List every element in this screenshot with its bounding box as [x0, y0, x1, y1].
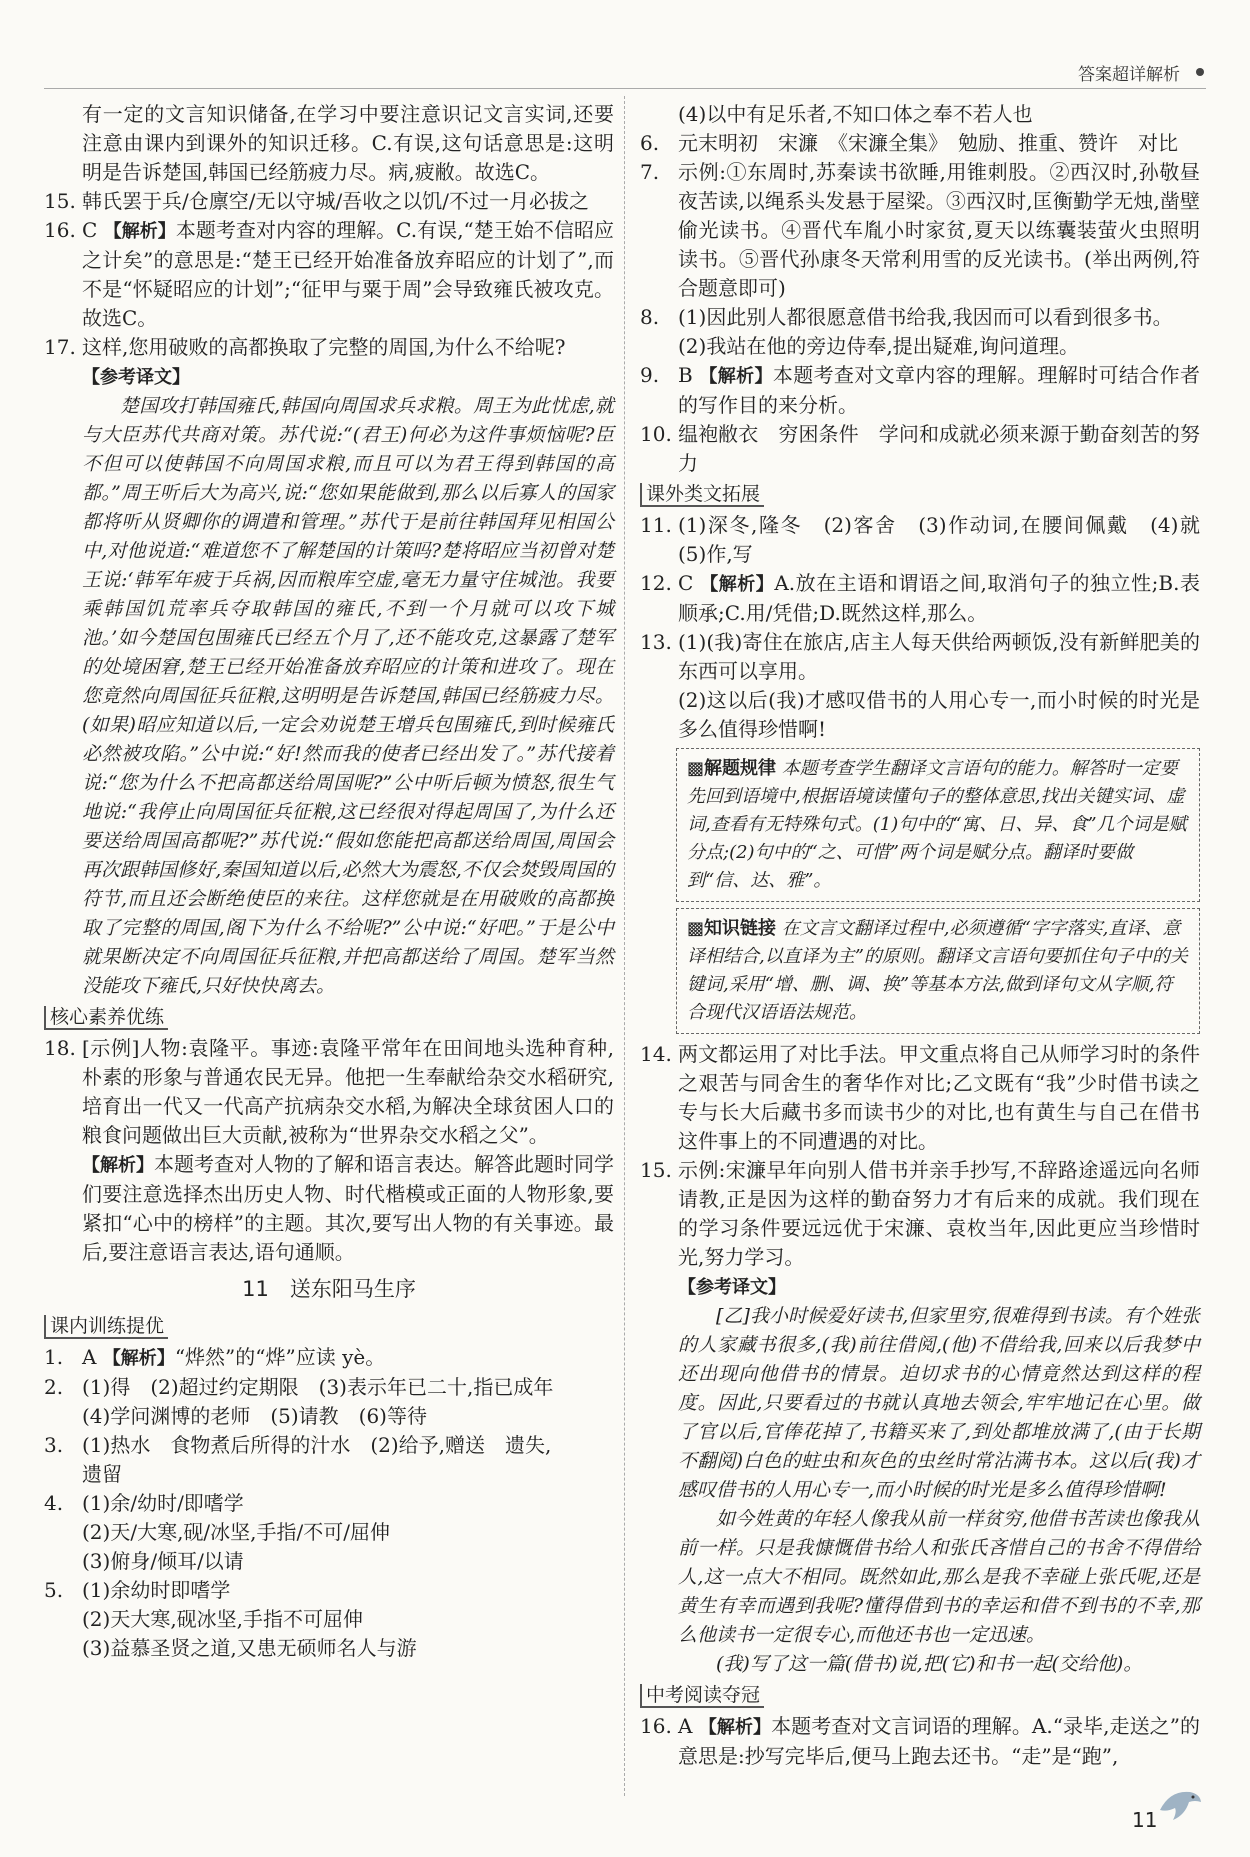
answer-number: 9.	[640, 363, 660, 387]
answer-16-right	[640, 1712, 1200, 1771]
answer-text: 元末明初 宋濂 《宋濂全集》 勉励、推重、赞许 对比	[678, 131, 1178, 155]
translation-paragraph: 楚国攻打韩国雍氏,韩国向周国求兵求粮。周王为此忧虑,就与大臣苏代共商对策。苏代说:“(君王)何必为这件事烦恼呢?臣不但可以使韩国不向周国求粮,而且可以为君王得到韩国的高都。”周王听后大为高兴,说:“您如果能做到,那么以后寡人的国家都将听从贤卿你的调遣和管理。”苏代于是前往韩国拜见相国公中,对他说道:“难道您不了解楚国的计策吗?楚将昭应当初曾对楚王说:‘韩军年疲于兵祸,因而粮库空虚,毫无力量守住城池。我要乘韩国饥荒率兵夺取韩国的雍氏,不到一个月就可以攻下城池。’如今楚国包围雍氏已经五个月了,还不能攻克,这暴露了楚军的处境困窘,楚王已经开始准备放弃昭应的计策和进攻了。现在您竟然向周国征兵征粮,这明明是告诉楚国,韩国已经筋疲力尽。(如果)昭应知道以后,一定会劝说楚王增兵包围雍氏,到时候雍氏必然被攻陷。”公中说:“好!然而我的使者已经出发了。”苏代接着说:“您为什么不把高都送给周国呢?”公中听后顿为愤怒,很生气地说:“我停止向周国征兵征粮,这已经很对得起周国了,为什么还要送给周国高都呢?”苏代说:“假如您能把高都送给周国,周国会再次跟韩国修好,秦国知道以后,必然大为震怒,不仅会焚毁周国的符节,而且还会断绝使臣的来往。这样您就是在用破败的高都换取了完整的周国,阁下为什么不给呢?”公中说:“好吧。”于是公中就果断决定不向周国征兵征粮,并把高都送给了周国。楚军当然没能攻下雍氏,只好快快离去。	[82, 395, 614, 997]
answer-15-right	[640, 1156, 1200, 1272]
answer-text: 本题考查对内容的理解。C.有误,“楚王始不信昭应之计矣”的意思是:“楚王已经开始准备放弃昭应的计划了”,而不是“怀疑昭应的计划”;“征甲与粟于周”会导致雍氏被攻克。故选C。	[82, 218, 615, 330]
answer-line: 遗留	[82, 1462, 122, 1486]
analysis-tag: 【解析】	[82, 1155, 154, 1176]
answer-number: 17.	[44, 335, 76, 359]
answer-15	[44, 187, 614, 216]
answer-choice: A	[82, 1345, 103, 1369]
section-heading	[640, 1681, 1200, 1710]
answer-line: (2)天大寒,砚冰坚,手指不可屈伸	[82, 1607, 364, 1631]
answer-6	[640, 129, 1200, 158]
reference-translation	[44, 392, 614, 1001]
solving-rule-box	[676, 748, 1200, 902]
chapter-title: 11 送东阳马生序	[242, 1277, 416, 1301]
answer-18	[44, 1034, 614, 1267]
answer-text: 缊袍敝衣 穷困条件 学问和成就必须来源于勤奋刻苦的努力	[678, 422, 1200, 475]
answer-2	[44, 1373, 614, 1431]
answer-11	[640, 511, 1220, 569]
box-text: 本题考查学生翻译文言语句的能力。解答时一定要先回到语境中,根据语境读懂句子的整体意思,找出关键实词、虚词,查看有无特殊句式。(1)句中的“寓、日、异、食”几个词是赋分点;(2)句中的“之、可惜”两个词是赋分点。翻译时要做到“信、达、雅”。	[687, 758, 1187, 891]
answer-line: (1)因此别人都很愿意借书给我,我因而可以看到很多书。	[678, 305, 1173, 329]
answer-text: 本题考查对文章内容的理解。理解时可结合作者的写作目的来分析。	[678, 363, 1201, 417]
answer-17	[44, 333, 614, 362]
answer-5	[44, 1576, 614, 1663]
analysis-tag: 【解析】	[103, 221, 176, 242]
answer-5-part-4: (4)以中有足乐者,不知口体之奉不若人也	[678, 102, 1033, 126]
answer-text: 示例:①东周时,苏秦读书欲睡,用锥刺股。②西汉时,孙敬昼夜苦读,以绳系头发悬于屋梁。③西汉时,匡衡勤学无烛,凿壁偷光读书。④晋代车胤小时家贫,夏天以练囊装萤火虫照明读书。⑤晋代孙康冬天常利用雪的反光读书。(举出两例,符合题意即可)	[678, 160, 1200, 300]
page-number: 11	[1132, 1808, 1158, 1832]
answer-10	[640, 420, 1200, 478]
dolphin-icon	[1155, 1780, 1205, 1830]
answer-line: (1)热水 食物煮后所得的汁水 (2)给予,赠送 遗失,	[82, 1433, 552, 1457]
section-heading	[44, 1003, 614, 1032]
reference-translation	[640, 1302, 1200, 1679]
answer-text: “烨然”的“烨”应读 yè。	[174, 1345, 386, 1369]
reference-translation-tag: 【参考译文】	[82, 367, 190, 388]
answer-text: 这样,您用破败的高都换取了完整的周国,为什么不给呢?	[82, 335, 566, 359]
answer-number: 3.	[44, 1433, 64, 1457]
translation-paragraph: [乙]我小时候爱好读书,但家里穷,很难得到书读。有个姓张的人家藏书很多,(我)前往借阅,(他)不借给我,回来以后我梦中还出现向他借书的情景。迫切求书的心情竟然达到这样的程度。因此,只要看过的书就认真地去领会,牢牢地记在心里。做了官以后,官俸花掉了,书籍买来了,到处都堆放满了,(由于长期不翻阅)白色的蛀虫和灰色的虫丝时常沾满书本。这以后(我)才感叹借书的人用心专一,而小时候的时光是多么值得珍惜啊!	[678, 1305, 1200, 1501]
answer-number: 15.	[44, 189, 76, 213]
knowledge-link-box	[676, 908, 1200, 1034]
answer-14	[640, 1040, 1200, 1156]
bullet-dot-icon	[1196, 68, 1204, 76]
answer-number: 5.	[44, 1578, 64, 1602]
intro-text: 有一定的文言知识储备,在学习中要注意识记文言实词,还要注意由课内到课外的知识迁移。C.有误,这句话意思是:这明明是告诉楚国,韩国已经筋疲力尽。病,疲敝。故选C。	[82, 102, 614, 184]
box-label: ▩解题规律	[687, 758, 777, 779]
answer-line: (2)这以后(我)才感叹借书的人用心专一,而小时候的时光是多么值得珍惜啊!	[678, 688, 1200, 741]
answer-text: A.放在主语和谓语之间,取消句子的独立性;B.表顺承;C.用/凭借;D.既然这样,那么。	[678, 571, 1200, 625]
translation-paragraph: 如今姓黄的年轻人像我从前一样贫穷,他借书苦读也像我从前一样。只是我慷慨借书给人和张氏吝惜自己的书舍不得借给人,这一点大不相同。既然如此,那么是我不幸碰上张氏呢,还是黄生有幸而遇到我呢?懂得借到书的幸运和借不到书的不幸,那么他读书一定很专心,而他还书也一定迅速。	[678, 1508, 1200, 1646]
answer-line: (2)我站在他的旁边侍奉,提出疑难,询问道理。	[678, 334, 1080, 358]
answer-number: 11.	[640, 513, 672, 537]
answer-number: 16.	[640, 1714, 672, 1738]
header-title: 答案超详解析	[1078, 65, 1180, 85]
answer-number: 10.	[640, 422, 672, 446]
answer-line: (2)天/大寒,砚/冰坚,手指/不可/屈伸	[82, 1520, 390, 1544]
answer-12	[640, 569, 1200, 628]
column-divider	[624, 96, 625, 1796]
analysis-tag: 【解析】	[699, 366, 773, 387]
answer-text: [示例]人物:袁隆平。事迹:袁隆平常年在田间地头选种育种,朴素的形象与普通农民无异。他把一生奉献给杂交水稻研究,培育出一代又一代高产抗病杂交水稻,为解决全球贫困人口的粮食问题做出巨大贡献,被称为“世界杂交水稻之父”。	[82, 1036, 614, 1147]
answer-9	[640, 361, 1200, 420]
answer-line: (3)俯身/倾耳/以请	[82, 1549, 244, 1573]
answer-number: 12.	[640, 571, 672, 595]
answer-line: (1)(我)寄住在旅店,店主人每天供给两顿饭,没有新鲜肥美的东西可以享用。	[678, 630, 1200, 683]
answer-line: (1)余/幼时/即嗜学	[82, 1491, 244, 1515]
answer-number: 14.	[640, 1042, 672, 1066]
left-column	[44, 100, 614, 1663]
answer-line: (1)余幼时即嗜学	[82, 1578, 231, 1602]
answer-choice: A	[678, 1714, 699, 1738]
section-title: 中考阅读夺冠	[640, 1684, 764, 1708]
answer-number: 1.	[44, 1345, 64, 1369]
translation-paragraph: (我)写了这一篇(借书)说,把(它)和书一起(交给他)。	[716, 1653, 1143, 1675]
answer-number: 2.	[44, 1375, 64, 1399]
answer-number: 15.	[640, 1158, 672, 1182]
answer-13	[640, 628, 1200, 744]
answer-number: 6.	[640, 131, 660, 155]
answer-line: (1)得 (2)超过约定期限 (3)表示年已二十,指已成年	[82, 1375, 554, 1399]
answer-text: 两文都运用了对比手法。甲文重点将自己从师学习时的条件之艰苦与同舍生的奢华作对比;乙文既有“我”少时借书读之专与长大后藏书多而读书少的对比,也有黄生与自己在借书这件事上的不同遭遇的对比。	[678, 1042, 1200, 1153]
answer-choice: C	[82, 218, 104, 242]
answer-number: 4.	[44, 1491, 64, 1515]
section-heading	[640, 480, 1200, 509]
answer-text: 示例:宋濂早年向别人借书并亲手抄写,不辞路途遥远向名师请教,正是因为这样的勤奋努力才有后来的成就。我们现在的学习条件要远远优于宋濂、袁枚当年,因此更应当珍惜时光,努力学习。	[678, 1158, 1200, 1269]
box-text: 在文言文翻译过程中,必须遵循“字字落实,直译、意译相结合,以直译为主”的原则。翻译文言语句要抓住句子中的关键词,采用“增、删、调、换”等基本方法,做到译句文从字顺,符合现代汉语语法规范。	[687, 918, 1188, 1023]
answer-number: 8.	[640, 305, 660, 329]
answer-text: 韩氏罢于兵/仓廪空/无以守城/吾收之以饥/不过一月必拔之	[82, 189, 589, 213]
answer-4	[44, 1489, 614, 1576]
answer-line: (4)学问渊博的老师 (5)请教 (6)等待	[82, 1404, 427, 1428]
answer-number: 16.	[44, 218, 76, 242]
box-label: ▩知识链接	[687, 918, 777, 939]
analysis-text: 本题考查对人物的了解和语言表达。解答此题时同学们要注意选择杰出历史人物、时代楷模或正面的人物形象,要紧扣“心中的榜样”的主题。其次,要写出人物的有关事迹。最后,要注意语言表达,语句通顺。	[82, 1152, 614, 1264]
answer-number: 18.	[44, 1036, 76, 1060]
answer-text: 本题考查对文言词语的理解。A.“录毕,走送之”的意思是:抄写完毕后,便马上跑去还书。“走”是“跑”,	[678, 1714, 1201, 1768]
answer-text: (1)深冬,隆冬 (2)客舍 (3)作动词,在腰间佩戴 (4)就 (5)作,写	[678, 513, 1220, 566]
answer-8	[640, 303, 1200, 361]
answer-16	[44, 216, 614, 333]
section-title: 课内训练提优	[44, 1315, 168, 1339]
answer-3	[44, 1431, 614, 1489]
analysis-tag: 【解析】	[700, 574, 775, 595]
section-heading	[44, 1312, 614, 1341]
reference-translation-tag: 【参考译文】	[678, 1277, 786, 1298]
analysis-tag: 【解析】	[102, 1348, 175, 1369]
answer-number: 7.	[640, 160, 660, 184]
answer-line: (3)益慕圣贤之道,又患无硕师名人与游	[82, 1636, 417, 1660]
right-column	[640, 100, 1220, 1771]
answer-1	[44, 1343, 614, 1373]
analysis-tag: 【解析】	[698, 1717, 772, 1738]
section-title: 课外类文拓展	[640, 483, 764, 507]
section-title: 核心素养优练	[44, 1006, 168, 1030]
answer-number: 13.	[640, 630, 672, 654]
answer-7	[640, 158, 1200, 303]
page-header	[44, 60, 1206, 89]
answer-choice: C	[678, 571, 701, 595]
answer-choice: B	[678, 363, 700, 387]
